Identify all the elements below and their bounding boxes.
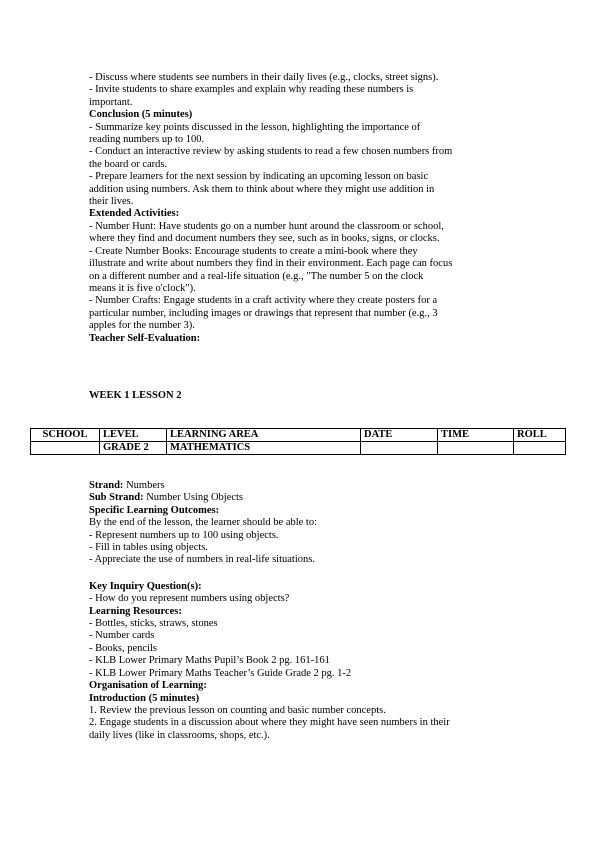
text-line: - Number cards [89,630,155,642]
text-line: - How do you represent numbers using objects? [89,593,290,605]
text-line: By the end of the lesson, the learner should be able to: [89,517,318,529]
text-line: - Number Hunt: Have students go on a number hunt around the classroom or school, [89,220,444,232]
sub-strand-value: Number Using Objects [143,492,244,504]
text-line: on a different number and a real-life situation (e.g., "The number 5 on the clock [89,270,424,282]
text-line: - Summarize key points discussed in the lesson, highlighting the importance of [89,121,421,133]
text-line: - Fill in tables using objects. [89,542,208,554]
table-header-row [31,429,566,442]
sub-strand-label: Sub Strand: [89,492,144,504]
lesson-plan-details [89,480,509,742]
text-line: - Bottles, sticks, straws, stones [89,618,218,630]
inquiry-heading: Key Inquiry Question(s): [89,580,202,592]
text-line: - Conduct an interactive review by asking students to read a few chosen numbers from [89,146,453,158]
text-line: apples for the number 3). [89,320,195,332]
text-line: - Represent numbers up to 100 using objects. [89,529,279,541]
text-line: the board or cards. [89,158,168,170]
text-line: illustrate and write about numbers they find in their environment. Each page can focus [89,258,453,270]
table-cell: GRADE 2 [100,442,167,455]
table-cell [361,442,438,455]
text-line: - KLB Lower Primary Maths Teacher’s Guide Grade 2 pg. 1-2 [89,667,352,679]
week-lesson-title: WEEK 1 LESSON 2 [89,390,182,401]
self-evaluation-heading: Teacher Self-Evaluation: [89,332,201,344]
text-line: where they find and document numbers they see, such as in books, signs, or clocks. [89,233,440,245]
strand-line [89,480,509,492]
strand-value: Numbers [123,480,165,491]
text-line: - KLB Lower Primary Maths Pupil’s Book 2 pg. 161-161 [89,655,330,667]
text-line: - Number Crafts: Engage students in a craft activity where they create posters for a [89,295,438,307]
text-line: - Invite students to share examples and explain why reading these numbers is [89,84,414,96]
outcomes-heading: Specific Learning Outcomes: [89,504,220,516]
strand-label: Strand: [89,480,124,491]
text-line: daily lives (like in classrooms, shops, etc.). [89,729,270,741]
text-line: 2. Engage students in a discussion about where they might have seen numbers in their [89,717,450,729]
resources-heading: Learning Resources: [89,605,182,617]
table-cell: MATHEMATICS [167,442,361,455]
table-header-cell: TIME [438,429,514,442]
conclusion-heading: Conclusion (5 minutes) [89,109,193,121]
table-header-cell: SCHOOL [31,429,100,442]
text-line: means it is five o'clock"). [89,282,196,294]
text-line: - Prepare learners for the next session by indicating an upcoming lesson on basic [89,171,429,183]
table-cell [514,442,566,455]
table-row [31,442,566,455]
lesson-continuation [89,72,509,345]
table-header-cell: DATE [361,429,438,442]
extended-activities-heading: Extended Activities: [89,208,180,220]
table-cell [438,442,514,455]
organisation-heading: Organisation of Learning: [89,680,207,692]
sub-strand-line [89,492,509,504]
text-line: their lives. [89,196,134,208]
text-line: important. [89,96,133,108]
table-cell [31,442,100,455]
text-line: - Create Number Books: Encourage students to create a mini-book where they [89,245,418,257]
text-line: reading numbers up to 100. [89,134,205,146]
text-line: - Discuss where students see numbers in their daily lives (e.g., clocks, street signs). [89,72,439,83]
introduction-heading: Introduction (5 minutes) [89,692,200,704]
text-line: addition using numbers. Ask them to think about where they might use addition in [89,183,435,195]
table-header-cell: ROLL [514,429,566,442]
text-line: - Books, pencils [89,642,157,654]
text-line: particular number, including images or drawings that represent that number (e.g., 3 [89,307,438,319]
text-line: - Appreciate the use of numbers in real-life situations. [89,554,315,566]
spacer [89,567,509,581]
table-header-cell: LEARNING AREA [167,429,361,442]
table-header-cell: LEVEL [100,429,167,442]
text-line: 1. Review the previous lesson on counting and basic number concepts. [89,704,386,716]
lesson-info-table [30,428,566,455]
